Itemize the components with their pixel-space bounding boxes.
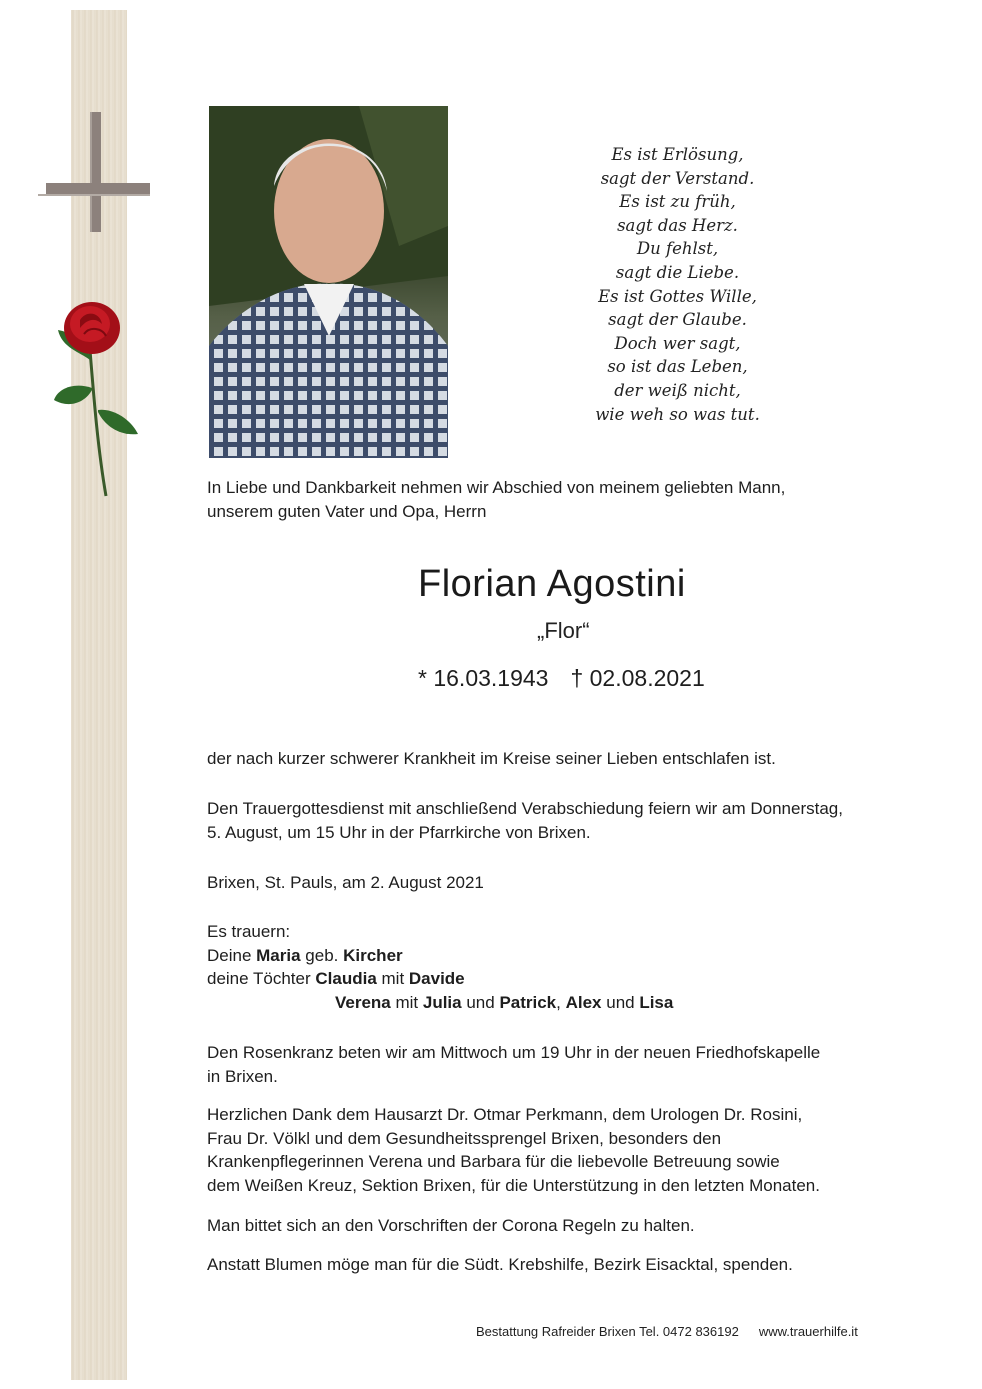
death-date: † 02.08.2021 (570, 665, 705, 691)
thanks-line: Krankenpflegerinnen Verena und Barbara für die liebevolle Betreuung sowie (207, 1152, 780, 1171)
text: Deine (207, 945, 257, 965)
poem (560, 143, 795, 426)
poem-line: Es ist zu früh, (619, 192, 736, 212)
passed-text: der nach kurzer schwerer Krankheit im Kreise seiner Lieben entschlafen ist. (207, 749, 776, 768)
mourner-name: Alex (565, 992, 602, 1012)
poem-line: Es ist Gottes Wille, (598, 286, 757, 306)
mourner-name: Kircher (343, 945, 403, 965)
text: deine Töchter (207, 969, 316, 988)
text: und (601, 992, 640, 1012)
intro-line: unserem guten Vater und Opa, Herrn (207, 501, 487, 521)
mourner-name: Verena (335, 992, 391, 1012)
mourner-line (207, 944, 673, 968)
service-line: 5. August, um 15 Uhr in der Pfarrkirche von Brixen. (207, 822, 591, 842)
corona-note: Man bittet sich an den Vorschriften der Corona Regeln zu halten. (207, 1216, 695, 1235)
poem-line: Es ist Erlösung, (611, 145, 744, 164)
nickname: „Flor“ (537, 618, 590, 643)
text: und (461, 992, 500, 1012)
thanks-line: Herzlichen Dank dem Hausarzt Dr. Otmar Perkmann, dem Urologen Dr. Rosini, (207, 1105, 803, 1124)
mourner-name: Claudia (315, 969, 377, 988)
poem-line: sagt die Liebe. (615, 262, 740, 282)
footer-website[interactable]: www.trauerhilfe.it (758, 1324, 858, 1339)
birth-date: * 16.03.1943 (418, 665, 549, 691)
mourner-name: Maria (256, 945, 301, 965)
thanks-line: Frau Dr. Völkl und dem Gesundheitssprengel Brixen, besonders den (207, 1128, 722, 1148)
footer (476, 1324, 858, 1339)
poem-line: wie weh so was tut. (595, 404, 760, 424)
poem-line: sagt der Glaube. (608, 310, 747, 330)
rose-icon (50, 300, 145, 500)
service-line: Den Trauergottesdienst mit anschließend Verabschiedung feiern wir am Donnerstag, (207, 799, 843, 818)
flowers-note: Anstatt Blumen möge man für die Südt. Krebshilfe, Bezirk Eisacktal, spenden. (207, 1255, 793, 1274)
mourner-name: Julia (422, 992, 462, 1012)
intro-text (207, 476, 785, 523)
footer-company: Bestattung Rafreider Brixen Tel. 0472 836192 (476, 1324, 739, 1339)
poem-line: sagt der Verstand. (600, 168, 755, 188)
mourner-line (207, 967, 673, 991)
poem-line: so ist das Leben, (607, 357, 748, 377)
mourner-line (207, 991, 673, 1015)
mourner-name: Lisa (639, 992, 674, 1012)
thanks-line: dem Weißen Kreuz, Sektion Brixen, für die Unterstützung in den letzten Monaten. (207, 1175, 820, 1195)
rosary-line: in Brixen. (207, 1066, 278, 1086)
poem-line: der weiß nicht, (614, 380, 741, 400)
mourner-name: Davide (408, 969, 465, 988)
life-dates (418, 665, 705, 692)
service-text (207, 797, 843, 844)
mourner-name: Patrick (499, 992, 557, 1012)
text: , (556, 992, 566, 1012)
thanks-text (207, 1103, 820, 1197)
mourners-list (207, 920, 673, 1014)
text: geb. (300, 945, 344, 965)
rosary-text (207, 1041, 820, 1088)
cross-icon (38, 112, 150, 232)
intro-line: In Liebe und Dankbarkeit nehmen wir Abschied von meinem geliebten Mann, (207, 478, 786, 497)
rosary-line: Den Rosenkranz beten wir am Mittwoch um 19 Uhr in der neuen Friedhofskapelle (207, 1043, 821, 1062)
text: mit (390, 992, 423, 1012)
place-date: Brixen, St. Pauls, am 2. August 2021 (207, 873, 484, 892)
poem-line: Du fehlst, (636, 239, 719, 259)
mourners-heading: Es trauern: (207, 922, 291, 941)
portrait-photo (209, 106, 448, 458)
poem-line: sagt das Herz. (617, 215, 738, 235)
deceased-name: Florian Agostini (418, 563, 686, 605)
poem-line: Doch wer sagt, (614, 333, 741, 353)
text: mit (376, 969, 409, 988)
